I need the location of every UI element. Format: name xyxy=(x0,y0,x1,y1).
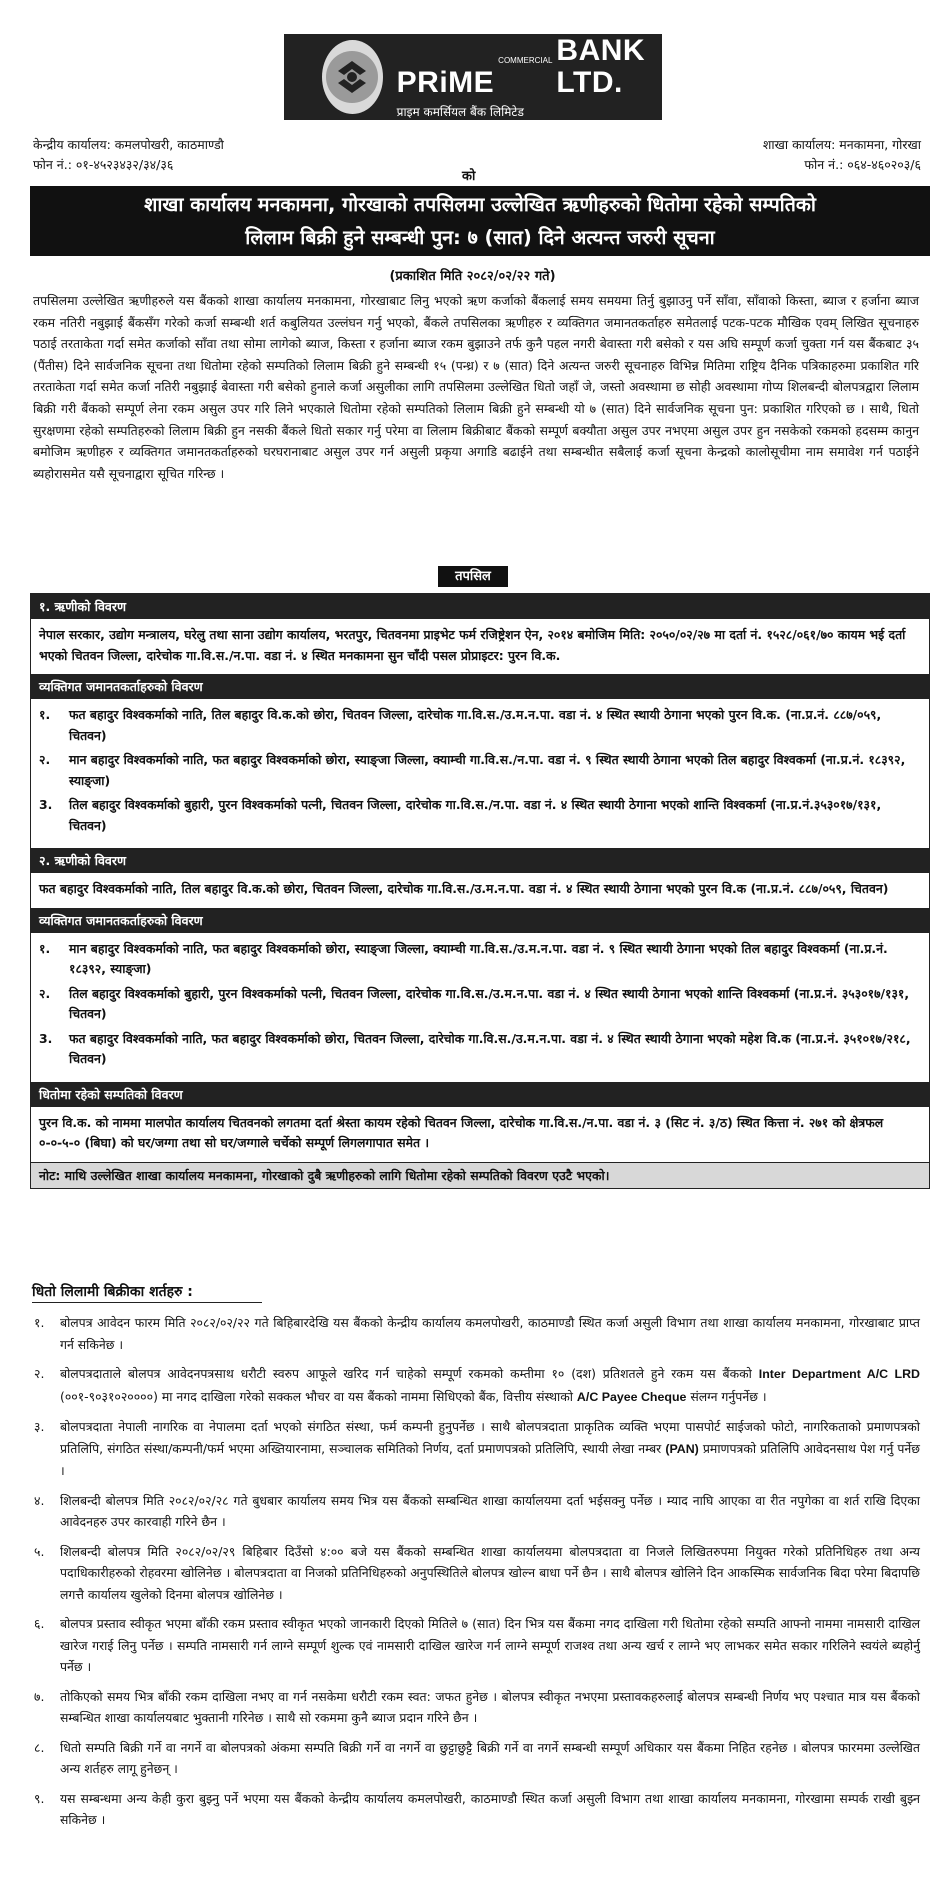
schedule-label: तपसिल xyxy=(438,566,508,587)
list-text: तिल बहादुर विश्वकर्माको बुहारी, पुरन विश्वकर्माको पत्नी, चितवन जिल्ला, दारेचोक गा.वि.स./उ.म.न.पा. वडा नं. ४ स्थित स्थायी ठेगाना भएको शान्ति विश्वकर्मा (ना.प्र.नं. ३५३०१७/१३१, चितवन) xyxy=(69,985,910,1021)
condition-item xyxy=(30,1686,920,1729)
notice-title-line1: शाखा कार्यालय मनकामना, गोरखाको तपसिलमा उल्लेखित ऋणीहरुको धितोमा रहेको सम्पतिको xyxy=(144,193,816,216)
condition-item xyxy=(30,1312,920,1355)
list-num: 3. xyxy=(39,1030,53,1046)
logo-commercial: COMMERCIAL xyxy=(498,55,553,65)
condition-num: ३. xyxy=(34,1419,45,1434)
condition-num: ६. xyxy=(34,1616,45,1631)
cheque-type: A/C Payee Cheque xyxy=(576,1389,687,1404)
list-num: १. xyxy=(39,707,51,722)
prime-bank-logo-icon xyxy=(322,40,383,114)
logo-nepali: प्राइम कमर्सियल बैंक लिमिटेड xyxy=(396,104,524,119)
condition-text-part: (००१-९०३१०२००००) मा नगद दाखिला गरेको सक्कल भौचर वा यस बैंकको नाममा सिधिएको बैंक, वित्तीय संस्थाको xyxy=(60,1388,577,1404)
borrower1-heading: १. ऋणीको विवरण xyxy=(31,594,929,619)
condition-text: तोकिएको समय भित्र बाँकी रकम दाखिला नभए वा गर्न नसकेमा धरौटी रकम स्वत: जफत हुनेछ । बोलपत्र स्वीकृत नभएमा प्रस्तावकहरुलाई बोलपत्र सम्बन्धी निर्णय भए पश्चात मात्र यस बैंकको सम्बन्धित शाखा कार्यालयबाट भुक्तानी गरिनेछ । साथै सो रकममा कुनै ब्याज प्रदान गरिने छैन । xyxy=(60,1688,920,1725)
borrower2-text: फत बहादुर विश्वकर्माको नाति, तिल बहादुर वि.क.को छोरा, चितवन जिल्ला, दारेचोक गा.वि.स./उ.म.न.पा. वडा नं. ४ स्थित स्थायी ठेगाना भएको पुरन वि.क (ना.प्र.नं. ८८७/०५९, चितवन) xyxy=(39,881,889,896)
note-bar: नोट: माथि उल्लेखित शाखा कार्यालय मनकामना, गोरखाको दुबै ऋणीहरुको लागि धितोमा रहेको सम्पतिको विवरण एउटै भएको। xyxy=(31,1162,929,1188)
condition-text xyxy=(60,1416,920,1482)
condition-text xyxy=(60,1363,920,1408)
central-office-address xyxy=(33,135,224,175)
borrower1-text: नेपाल सरकार, उद्योग मन्त्रालय, घरेलु तथा साना उद्योग कार्यालय, भरतपुर, चितवनमा प्राइभेट फर्म रजिष्ट्रेशन ऐन, २०१४ बमोजिम मिति: २०५०/०२/२७ मा दर्ता नं. १५२८/०६१/७० कायम भई दर्ता भएको चितवन जिल्ला, दारेचोक गा.वि.स./न.पा. वडा नं. ४ स्थित मनकामना सुन चाँदी पसल प्रोप्राइटर: पुरन वि.क. xyxy=(39,627,906,663)
collateral-text: पुरन वि.क. को नाममा मालपोत कार्यालय चितवनको लगतमा दर्ता श्रेस्ता कायम रहेको चितवन जिल्ला, दारेचोक गा.वि.स./न.पा. वडा नं. ३ (सिट नं. ३/ठ) स्थित कित्ता नं. २७१ को क्षेत्रफल ०-०-५-० (बिघा) को घर/जग्गा तथा सो घर/जग्गाले चर्चेको सम्पूर्ण लिगलगापात समेत । xyxy=(39,1114,884,1150)
condition-num: २. xyxy=(34,1366,45,1381)
list-item xyxy=(39,984,921,1025)
conditions-title: धितो लिलामी बिक्रीका शर्तहरु : xyxy=(32,1284,193,1300)
list-item xyxy=(39,795,921,836)
notice-title-line2: लिलाम बिक्री हुने सम्बन्धी पुन: ७ (सात) दिने अत्यन्त जरुरी सूचना xyxy=(245,226,715,249)
list-num: २. xyxy=(39,752,51,767)
condition-text: यस सम्बन्धमा अन्य केही कुरा बुझ्नु पर्ने भएमा यस बैंकको केन्द्रीय कार्यालय कमलपोखरी, काठमाण्डौ स्थित कर्जा असुली विभाग तथा शाखा कार्यालय मनकामना, गोरखामा सम्पर्क राखी बुझ्न सकिनेछ । xyxy=(60,1790,920,1827)
logo-name: PRiME xyxy=(396,65,495,99)
condition-num: ४. xyxy=(34,1492,45,1508)
list-text: फत बहादुर विश्वकर्माको नाति, तिल बहादुर वि.क.को छोरा, चितवन जिल्ला, दारेचोक गा.वि.स./उ.म.न.पा. वडा नं. ४ स्थित स्थायी ठेगाना भएको पुरन वि.क. (ना.प्र.नं. ८८७/०५९, चितवन) xyxy=(69,707,882,743)
bank-logo xyxy=(284,34,662,120)
condition-text: बोलपत्र आवेदन फारम मिति २०८२/०२/२२ गते बिहिबारदेखि यस बैंकको केन्द्रीय कार्यालय कमलपोखरी, काठमाण्डौ स्थित कर्जा असुली विभाग तथा शाखा कार्यालय मनकामना, गोरखाबाट प्राप्त गर्न सकिनेछ । xyxy=(60,1315,920,1352)
list-item xyxy=(39,1029,921,1070)
condition-text: शिलबन्दी बोलपत्र मिति २०८२/०२/२९ बिहिबार दिउँसो ४:०० बजे यस बैंकको सम्बन्धित शाखा कार्यालयमा बोलपत्रदाता वा निजले लिखितरुपमा नियुक्त गरेको प्रतिनिधिहरु तथा अन्य पदाधिकारीहरुको रोहवरमा खोलिनेछ । बोलपत्रदाता वा निजको प्रतिनिधिहरुको अनुपस्थितिले बोलपत्र खोल्न बाधा पर्ने छैन । साथै बोलपत्र खोलिने दिन आकस्मिक सार्वजनिक बिदा परेमा बिदापछि लगत्तै कार्यालय खुलेको दिनमा बोलपत्र खोलिनेछ । xyxy=(60,1543,920,1602)
condition-text-part: बोलपत्रदाताले बोलपत्र आवेदनपत्रसाथ धरौटी स्वरुप आफूले खरिद गर्न चाहेको सम्पूर्ण रकमको कम्तीमा १० (दश) प्रतिशतले हुने रकम यस बैंकको xyxy=(60,1366,759,1381)
account-name: Inter Department A/C LRD xyxy=(758,1367,920,1381)
list-text: मान बहादुर विश्वकर्माको नाति, फत बहादुर विश्वकर्माको छोरा, स्याङ्जा जिल्ला, क्याम्ची गा.वि.स./न.पा. वडा नं. ९ स्थित स्थायी ठेगाना भएको तिल बहादुर विश्वकर्मा (ना.प्र.नं. १८३९२, स्याङ्जा) xyxy=(69,752,906,788)
list-num: 3. xyxy=(39,797,53,812)
intro-paragraph: तपसिलमा उल्लेखित ऋणीहरुले यस बैंकको शाखा कार्यालय मनकामना, गोरखाबाट लिनु भएको ऋण कर्जाको बैंकलाई समय समयमा तिर्नु बुझाउनु पर्ने साँवा, साँवाको किस्ता, ब्याज र हर्जाना ब्याज रकम नतिरी नबुझाई बैंकसँग गरेको कर्जा सम्बन्धी शर्त कबुलियत उल्लंघन गर्नु भएको, बैंकले तपसिलका ऋणीहरु र व्यक्तिगत जमानतकर्ताहरु समेतलाई पटक-पटक मौखिक एवम् लिखित सूचनाहरु पठाई तरताकेता गर्दा समेत कर्जाको साँवा तथा सोमा लागेको ब्याज, किस्ता र हर्जाना ब्याज रकम बुझाउने तर्फ कुनै पहल नगरी बेवास्ता गरी बसेको र यस अघि सम्पूर्ण कर्जा चुक्ता गर्न यस बैंकबाट ३५ (पैंतीस) दिने सार्वजनिक सूचना तथा धितोमा रहेको सम्पतिको लिलाम बिक्री हुने सम्बन्धी १५ (पन्ध्र) र ७ (सात) दिने अत्यन्त जरुरी सूचनाहरु विभिन्न मितिमा राष्ट्रिय दैनिक पत्रिकाहरुमा प्रकाशित गरि तरताकेता गर्दा समेत कर्जा नतिरी नबुझाई बेवास्ता गरी बसेको हुनाले कर्जा असुलीका लागि तपसिलमा उल्लेखित धितो जहाँ जे, जस्तो अवस्थामा छ सोही अवस्थामा गोप्य शिलबन्दी बोलपत्रद्वारा लिलाम बिक्री गरी बैंकको सम्पूर्ण लेना रकम असुल उपर गरि लिने भएकाले धितोमा रहेको सम्पतिको लिलाम बिक्री हुने सम्बन्धी यो ७ (सात) दिने सार्वजनिक सूचना पुन: प्रकाशित गरिएको छ । साथै, धितो सुरक्षणमा रहेको सम्पतिहरुको लिलाम बिक्री हुन नसकी बैंकले धितो सकार गर्नु परेमा वा लिलाम बिक्रीबाट बैंकको सम्पूर्ण बक्यौता असुल उपर नभएमा असुल उपर हुन नसकेको रकमको हदसम्म कानुन बमोजिम ऋणीहरु र व्यक्तिगत जमानतकर्ताहरुको घरघरानाबाट असुल उपर गर्न असुली प्रकृया अगाडि बढाईने तथा सम्बन्धीत सबैलाई कर्जा सूचना केन्द्रको कालोसूचीमा नाम समावेश गर्न पठाईने ब्यहोरासमेत यसै सूचनाद्वारा सूचित गरिन्छ । xyxy=(33,293,919,481)
condition-num: ९. xyxy=(34,1790,45,1806)
condition-item xyxy=(30,1788,920,1831)
condition-text: बोलपत्र प्रस्ताव स्वीकृत भएमा बाँकी रकम प्रस्ताव स्वीकृत भएको जानकारी दिएको मितिले ७ (सात) दिन भित्र यस बैंकमा नगद दाखिला गरी धितोमा रहेको सम्पति आफ्नो नाममा नामसारी दाखिल खारेज गराई लिनु पर्नेछ । सम्पति नामसारी गर्न लाग्ने सम्पूर्ण शुल्क एवं नामसारी दाखिल खारेज गर्न लाग्ने सम्पूर्ण राजश्व तथा अन्य खर्च र लाग्ने भए लाभकर समेत सकार गरिलिने स्वयंले ब्यहोर्नु पर्नेछ । xyxy=(60,1616,920,1674)
published-date: (प्रकाशित मिति २०८२/०२/२२ गते) xyxy=(389,269,556,284)
pan-label: (PAN) xyxy=(665,1441,699,1456)
conditions-list xyxy=(30,1312,920,1839)
ko-label: को xyxy=(462,169,476,184)
condition-num: ७. xyxy=(34,1688,45,1704)
condition-text: शिलबन्दी बोलपत्र मिति २०८२/०२/२८ गते बुधबार कार्यालय समय भित्र यस बैंकको सम्बन्धित शाखा कार्यालयमा दर्ता भईसक्नु पर्नेछ । म्याद नाघि आएका वा रीत नपुगेका वा शर्त राखि दिएका आवेदनहरु उपर कारवाही गरिने छैन । xyxy=(60,1492,920,1529)
list-text: फत बहादुर विश्वकर्माको नाति, फत बहादुर विश्वकर्माको छोरा, चितवन जिल्ला, दारेचोक गा.वि.स./उ.म.न.पा. वडा नं. ४ स्थित स्थायी ठेगाना भएको महेश वि.क (ना.प्र.नं. ३५१०१७/२१८, चितवन) xyxy=(69,1030,911,1066)
condition-num: ५. xyxy=(34,1543,45,1559)
guarantors1-list xyxy=(31,699,929,848)
condition-text: धितो सम्पति बिक्री गर्ने वा नगर्ने वा बोलपत्रको अंकमा सम्पति बिक्री गर्ने वा नगर्ने वा छुट्टाछुट्टै बिक्री गर्ने वा नगर्ने सम्बन्धी सम्पूर्ण अधिकार यस बैंकमा निहित रहनेछ । बोलपत्र फारममा उल्लेखित अन्य शर्तहरु लागू हुनेछन् । xyxy=(60,1739,920,1776)
schedule-box xyxy=(30,593,930,1189)
condition-item xyxy=(30,1490,920,1533)
branch-office: शाखा कार्यालय: मनकामना, गोरखा xyxy=(762,137,921,152)
list-item xyxy=(39,939,921,980)
central-phone: फोन नं.: ०१-४५२३४३२/३४/३६ xyxy=(33,157,174,172)
condition-num: १. xyxy=(34,1315,45,1330)
condition-text-part: प्रमाणपत्रको प्रतिलिपि आवेदनसाथ पेश गर्नु पर्नेछ । xyxy=(60,1440,920,1478)
central-office: केन्द्रीय कार्यालय: कमलपोखरी, काठमाण्डौ xyxy=(33,137,224,152)
guarantors2-heading: व्यक्तिगत जमानतकर्ताहरुको विवरण xyxy=(31,908,929,933)
condition-text-part: संलग्न गर्नुपर्नेछ । xyxy=(686,1388,767,1404)
condition-item xyxy=(30,1737,920,1780)
condition-item xyxy=(30,1416,920,1482)
list-item xyxy=(39,750,921,791)
condition-num: ८. xyxy=(34,1739,45,1755)
condition-text-part: बोलपत्रदाता नेपाली नागरिक वा नेपालमा दर्ता भएको संगठित संस्था, फर्म कम्पनी हुनुपर्नेछ । साथै बोलपत्रदाता प्राकृतिक व्यक्ति भएमा पासपोर्ट साईजको फोटो, नागरिकताको प्रमाणपत्रको प्रतिलिपि, संगठित संस्था/कम्पनी/फर्म भएमा अख्तियारनामा, सञ्चालक समितिको निर्णय, दर्ता प्रमाणपत्रको प्रतिलिपि, स्थायी लेखा नम्बर xyxy=(60,1419,920,1456)
list-text: मान बहादुर विश्वकर्माको नाति, फत बहादुर विश्वकर्माको छोरा, स्याङ्जा जिल्ला, क्याम्ची गा.वि.स./उ.म.न.पा. वडा नं. ९ स्थित स्थायी ठेगाना भएको तिल बहादुर विश्वकर्मा (ना.प्र.नं. १८३९२, स्याङ्जा) xyxy=(69,940,888,976)
condition-item xyxy=(30,1613,920,1678)
guarantors1-heading: व्यक्तिगत जमानतकर्ताहरुको विवरण xyxy=(31,674,929,699)
branch-phone: फोन नं.: ०६४-४६०२०३/६ xyxy=(804,157,921,172)
list-text: तिल बहादुर विश्वकर्माको बुहारी, पुरन विश्वकर्माको पत्नी, चितवन जिल्ला, दारेचोक गा.वि.स./न.पा. वडा नं. ४ स्थित स्थायी ठेगाना भएको शान्ति विश्वकर्मा (ना.प्र.नं.३५३०१७/१३१, चितवन) xyxy=(69,797,882,833)
notice-title xyxy=(30,186,930,256)
condition-item xyxy=(30,1541,920,1606)
list-num: १. xyxy=(39,940,51,956)
conditions-underline xyxy=(32,1302,262,1303)
logo-bank: BANK LTD. xyxy=(556,33,646,99)
condition-item xyxy=(30,1363,920,1408)
collateral-heading: धितोमा रहेको सम्पतिको विवरण xyxy=(31,1082,929,1107)
list-item xyxy=(39,705,921,746)
guarantors2-list xyxy=(31,933,929,1082)
branch-office-address xyxy=(763,135,921,175)
list-num: २. xyxy=(39,985,51,1001)
borrower2-heading: २. ऋणीको विवरण xyxy=(31,848,929,873)
